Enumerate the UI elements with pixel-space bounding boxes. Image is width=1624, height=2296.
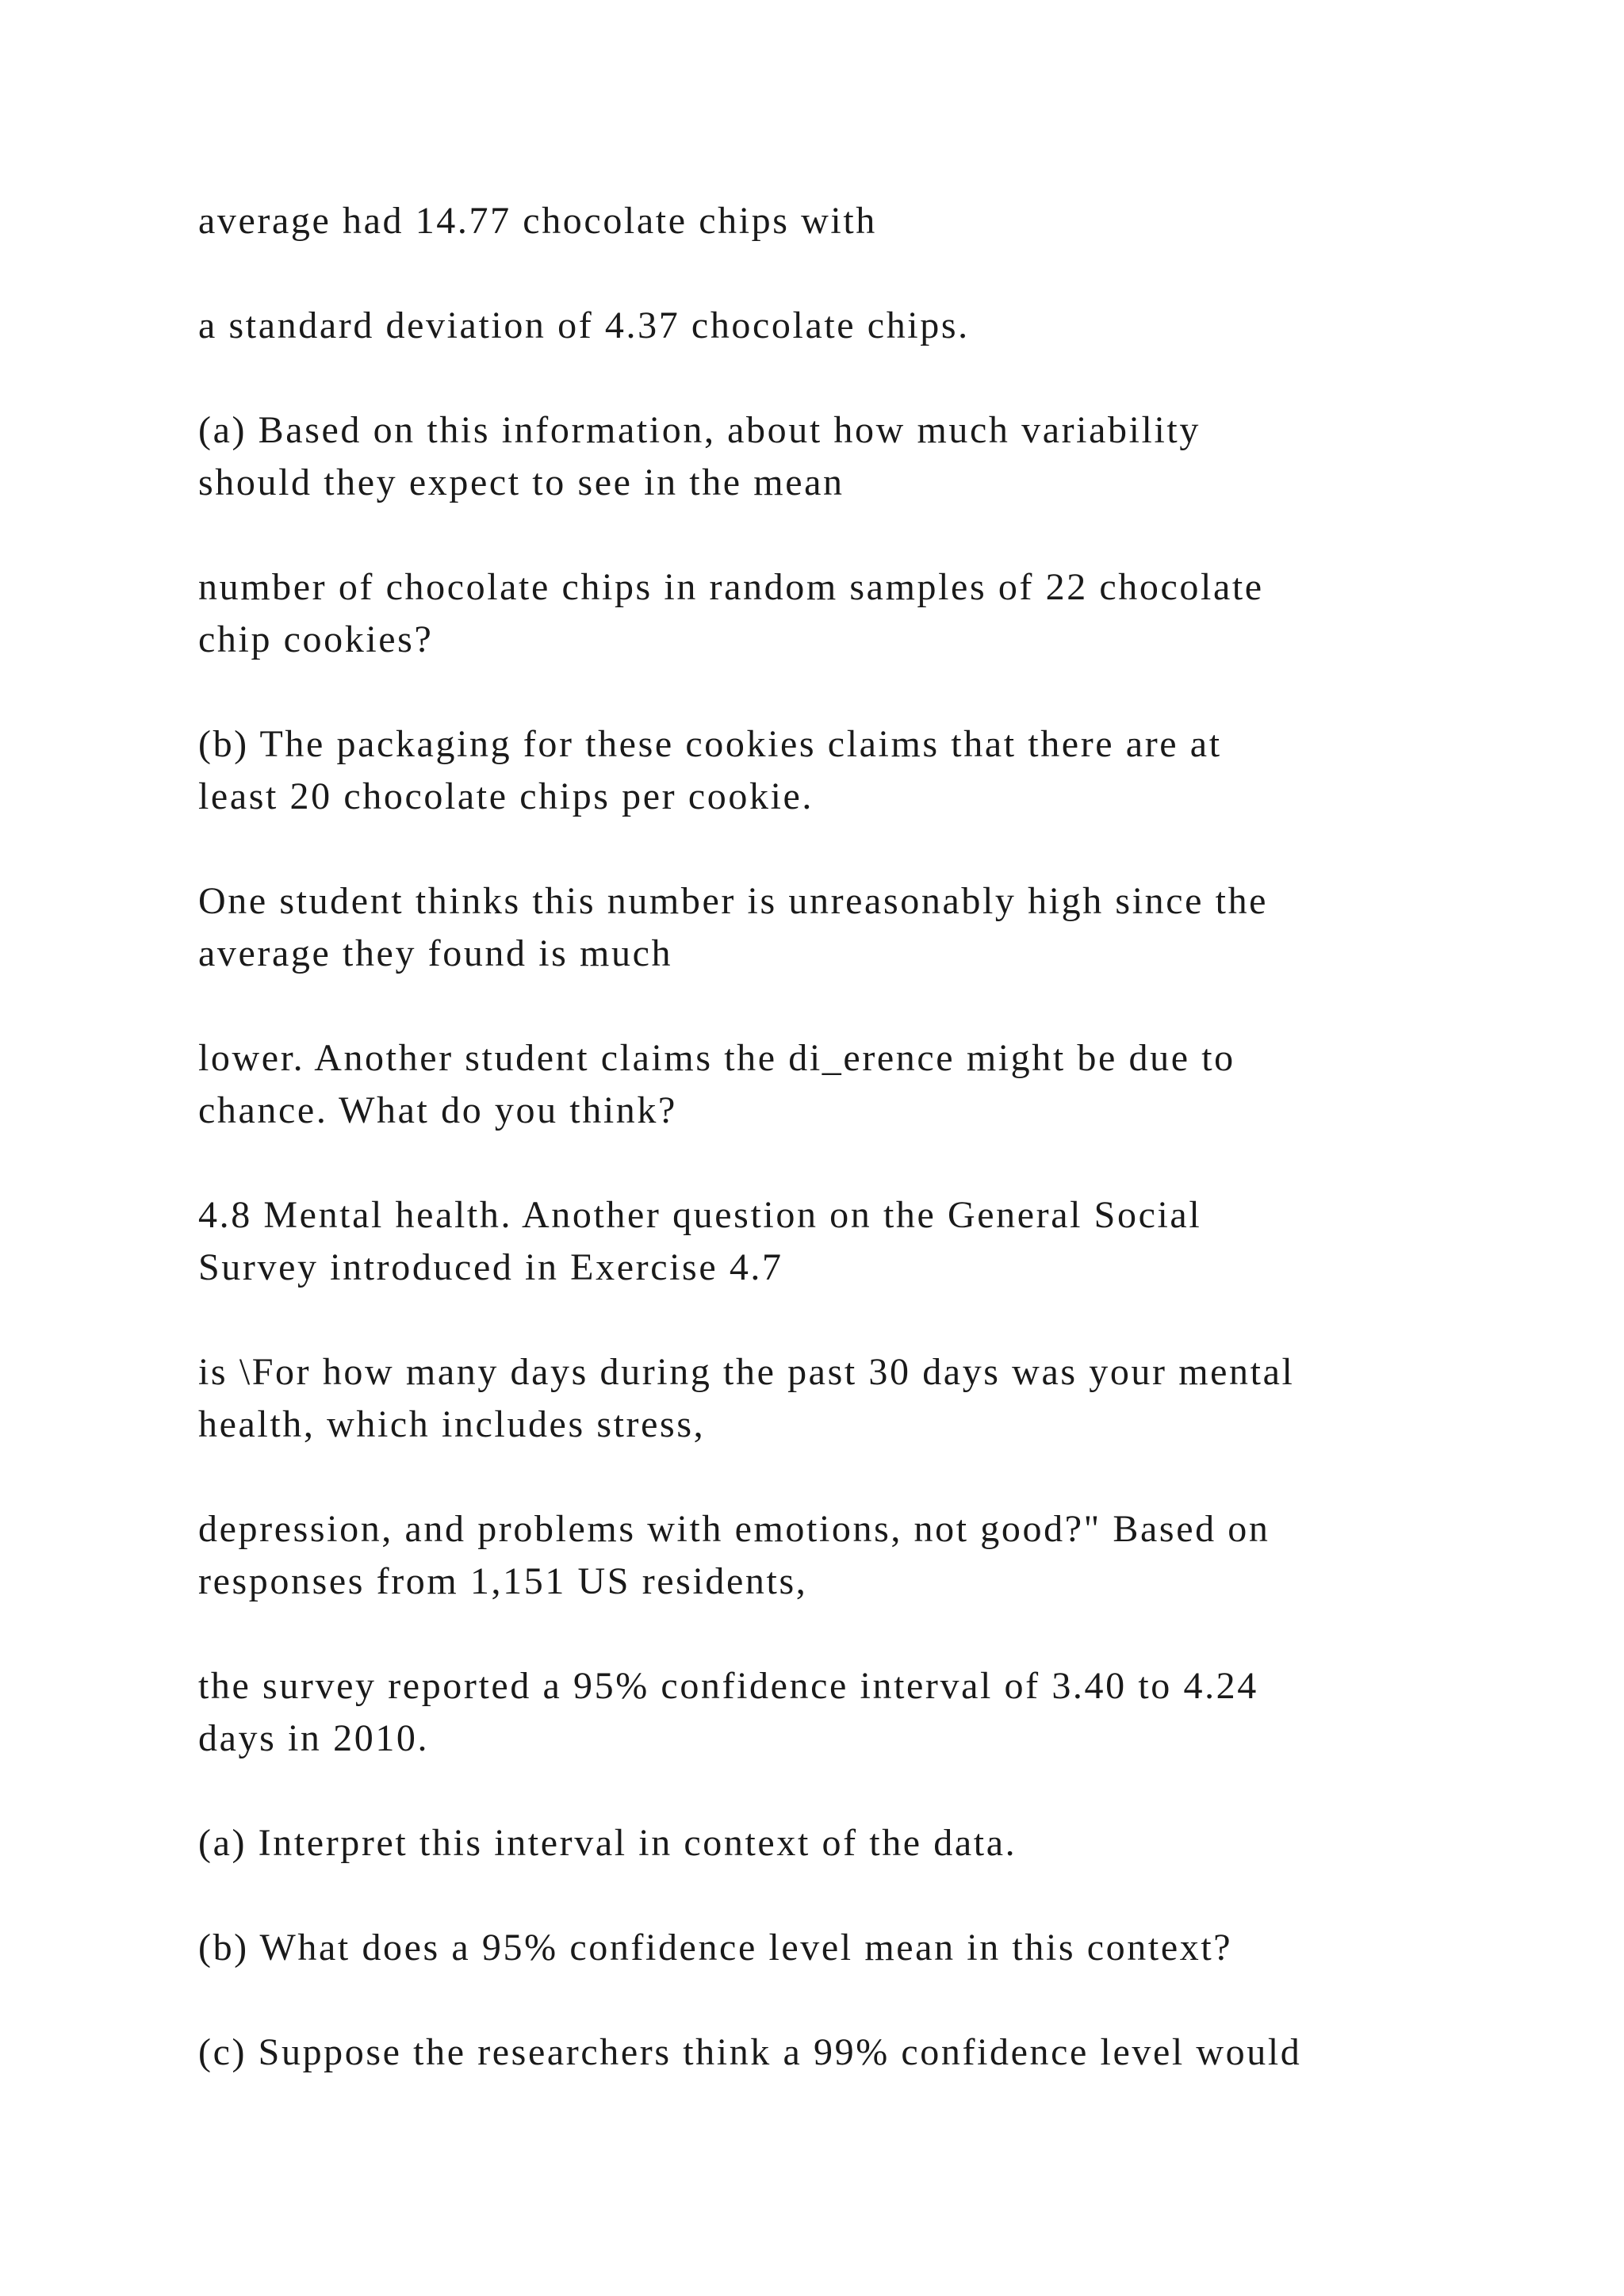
paragraph-7: [198, 1032, 1483, 1137]
text-line: (b) What does a 95% confidence level mean in this context?: [198, 1927, 1233, 1969]
text-line: 4.8 Mental health. Another question on the General Social: [198, 1194, 1202, 1236]
text-line: One student thinks this number is unreasonably high since the: [198, 880, 1269, 922]
text-line: days in 2010.: [198, 1717, 430, 1759]
text-line: chip cookies?: [198, 618, 434, 660]
text-line: (b) The packaging for these cookies claims that there are at: [198, 723, 1222, 765]
paragraph-1: [198, 195, 1483, 247]
text-line: should they expect to see in the mean: [198, 461, 845, 503]
text-line: number of chocolate chips in random samples of 22 chocolate: [198, 566, 1264, 608]
paragraph-14: [198, 2026, 1483, 2079]
paragraph-11: [198, 1660, 1483, 1765]
text-line: (a) Based on this information, about how much variability: [198, 409, 1201, 451]
text-line: average had 14.77 chocolate chips with: [198, 200, 877, 242]
paragraph-5: [198, 718, 1483, 823]
text-line: chance. What do you think?: [198, 1089, 677, 1131]
paragraph-12: [198, 1817, 1483, 1869]
paragraph-13: [198, 1922, 1483, 1974]
paragraph-8: [198, 1189, 1483, 1294]
paragraph-2: [198, 300, 1483, 352]
paragraph-3: [198, 404, 1483, 509]
text-line: responses from 1,151 US residents,: [198, 1560, 808, 1602]
text-line: least 20 chocolate chips per cookie.: [198, 775, 814, 817]
paragraph-4: [198, 561, 1483, 666]
paragraph-6: [198, 875, 1483, 980]
text-line: a standard deviation of 4.37 chocolate chips.: [198, 304, 970, 346]
text-line: lower. Another student claims the di_erence might be due to: [198, 1037, 1235, 1079]
text-line: health, which includes stress,: [198, 1403, 706, 1445]
text-line: is \For how many days during the past 30 days was your mental: [198, 1351, 1295, 1393]
text-line: (c) Suppose the researchers think a 99% confidence level would: [198, 2031, 1302, 2073]
paragraph-10: [198, 1503, 1483, 1608]
text-line: the survey reported a 95% confidence interval of 3.40 to 4.24: [198, 1665, 1258, 1707]
text-line: (a) Interpret this interval in context of the data.: [198, 1822, 1017, 1864]
paragraph-9: [198, 1346, 1483, 1451]
text-line: depression, and problems with emotions, not good?" Based on: [198, 1508, 1270, 1550]
text-line: average they found is much: [198, 932, 673, 974]
text-line: Survey introduced in Exercise 4.7: [198, 1246, 783, 1288]
